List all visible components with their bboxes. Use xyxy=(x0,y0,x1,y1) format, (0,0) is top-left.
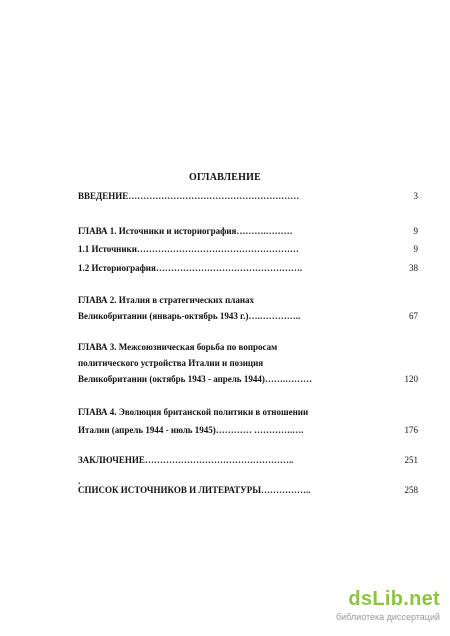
watermark-caption: библиотека диссертаций xyxy=(335,612,440,622)
toc-entry-line: Италии (апрель 1944 - июль 1945)………… ………….…. xyxy=(78,425,304,435)
toc-entry-chapter-3[interactable] xyxy=(78,339,418,387)
toc-page-number: 9 xyxy=(413,226,418,236)
toc-entry-line: Великобритании (октябрь 1943 - апрель 1944)…….……… xyxy=(78,374,313,384)
toc-entry-text: ЗАКЛЮЧЕНИЕ………………………………………….. xyxy=(78,455,294,465)
page-title: ОГЛАВЛЕНИЕ xyxy=(189,172,261,183)
toc-page-number: 67 xyxy=(409,311,418,321)
toc-entry-conclusion[interactable] xyxy=(78,455,418,466)
toc-entry-chapter-2[interactable] xyxy=(78,292,418,324)
toc-entry-bibliography[interactable] xyxy=(78,485,418,496)
toc-page-number: 258 xyxy=(404,485,418,495)
toc-page-number: 38 xyxy=(409,263,418,273)
toc-entry-introduction[interactable] xyxy=(78,191,418,202)
toc-entry-section-1-2[interactable] xyxy=(78,263,418,274)
watermark[interactable] xyxy=(274,588,444,624)
toc-entry-line: ГЛАВА 4. Эволюция британской политики в отношении xyxy=(78,407,309,417)
toc-page-number: 251 xyxy=(404,455,418,465)
toc-page-number: 176 xyxy=(404,425,418,435)
toc-entry-line: ГЛАВА 3. Межсоюзническая борьба по вопросам xyxy=(78,342,278,352)
toc-entry-line: Великобритании (январь-октябрь 1943 г.)….………….. xyxy=(78,311,301,321)
toc-entry-text: ГЛАВА 1. Источники и историография……….……… xyxy=(78,226,293,236)
toc-page-number: 120 xyxy=(404,374,418,384)
toc-entry-chapter-4[interactable] xyxy=(78,403,418,439)
toc-entry-text: ВВЕДЕНИЕ………………………………………………… xyxy=(78,191,300,201)
toc-entry-text: 1.1 Источники……………………………………………… xyxy=(78,244,299,254)
toc-entry-line: политического устройства Италии и позиция xyxy=(78,358,264,368)
toc-entry-text: 1.2 Историография…………………………………………. xyxy=(78,263,303,273)
toc-entry-line: ГЛАВА 2. Италия в стратегических планах xyxy=(78,295,255,305)
toc-entry-text: СПИСОК ИСТОЧНИКОВ И ЛИТЕРАТУРЫ…………….. xyxy=(78,485,311,495)
toc-page-number: 3 xyxy=(413,191,418,201)
toc-page-number: 9 xyxy=(413,244,418,254)
watermark-logo: dsLib.net xyxy=(348,588,440,610)
stray-mark: . xyxy=(78,476,81,486)
toc-entry-section-1-1[interactable] xyxy=(78,244,418,255)
toc-entry-chapter-1[interactable] xyxy=(78,226,418,237)
